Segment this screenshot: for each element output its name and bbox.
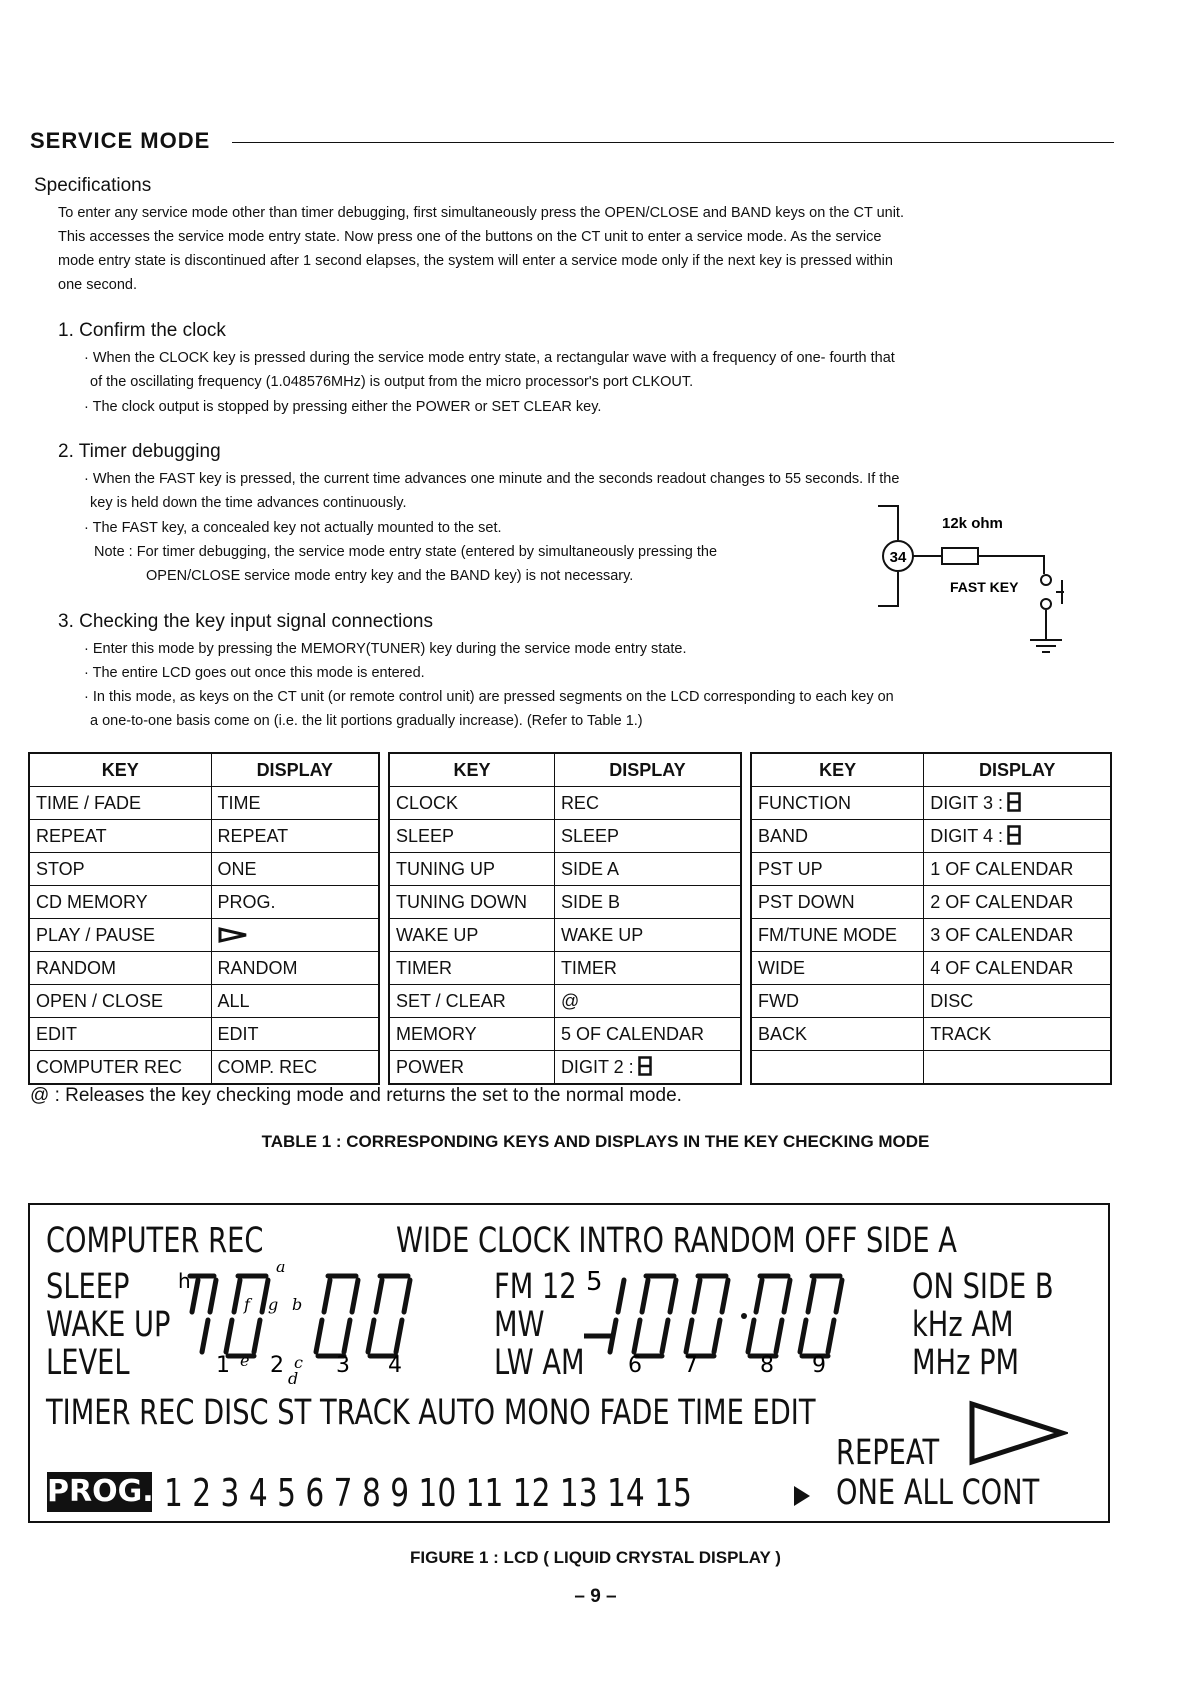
display-cell: SLEEP	[554, 820, 741, 853]
display-header: DISPLAY	[554, 753, 741, 787]
specifications-paragraph	[58, 201, 1090, 297]
table-row	[751, 1051, 1111, 1085]
calendar-label: 9	[812, 1353, 826, 1378]
lcd-mw: MW	[494, 1305, 545, 1345]
display-cell: RANDOM	[211, 952, 379, 985]
section-1-bullet-1	[84, 346, 1094, 394]
display-cell: REC	[554, 787, 741, 820]
bullet-line: key is held down the time advances continuously.	[90, 495, 407, 511]
key-cell: REPEAT	[29, 820, 211, 853]
key-cell	[751, 1051, 924, 1085]
table-row	[751, 952, 1111, 985]
key-cell: FUNCTION	[751, 787, 924, 820]
bullet-line: · When the CLOCK key is pressed during the service mode entry state, a rectangular wave with a frequency of one- fourth that	[84, 350, 895, 366]
calendar-label: 4	[388, 1353, 402, 1378]
lcd-digit-5: 5	[586, 1267, 603, 1297]
digit-label: DIGIT 4 :	[930, 826, 1003, 846]
segment-letter: a	[276, 1264, 286, 1276]
table-row	[29, 886, 379, 919]
paragraph-line: To enter any service mode other than timer debugging, first simultaneously press the OPEN/CLOSE and BAND keys on the CT unit.	[58, 205, 904, 221]
display-cell: 4 OF CALENDAR	[924, 952, 1111, 985]
calendar-label: 2	[270, 1353, 284, 1378]
table-row	[751, 1018, 1111, 1051]
key-cell: WAKE UP	[389, 919, 554, 952]
display-cell	[924, 787, 1111, 820]
table-row	[389, 985, 741, 1018]
key-cell: WIDE	[751, 952, 924, 985]
resistor-symbol	[942, 548, 978, 564]
section-3-title: 3. Checking the key input signal connections	[58, 611, 433, 632]
play-arrow-icon	[218, 927, 248, 943]
table-row	[751, 886, 1111, 919]
specifications-heading: Specifications	[34, 175, 152, 196]
table-row	[389, 952, 741, 985]
lcd-small-arrow-icon	[792, 1484, 812, 1508]
calendar-label: 8	[760, 1353, 774, 1378]
display-cell	[924, 820, 1111, 853]
table-row	[29, 1018, 379, 1051]
lcd-wake-up: WAKE UP	[46, 1305, 171, 1345]
key-cell: TIME / FADE	[29, 787, 211, 820]
bullet-line: a one-to-one basis come on (i.e. the lit portions gradually increase). (Refer to Table 1.)	[90, 713, 643, 729]
key-cell: POWER	[389, 1051, 554, 1085]
seven-segment-digit-icon	[1007, 792, 1021, 812]
release-note: @ : Releases the key checking mode and returns the set to the normal mode.	[30, 1085, 682, 1106]
digit-label: DIGIT 3 :	[930, 793, 1003, 813]
table-row	[751, 853, 1111, 886]
key-cell: MEMORY	[389, 1018, 554, 1051]
display-cell: ONE	[211, 853, 379, 886]
pin-number: 34	[889, 549, 907, 566]
section-2-title: 2. Timer debugging	[58, 441, 221, 462]
table-row	[751, 919, 1111, 952]
key-cell: FWD	[751, 985, 924, 1018]
key-cell: STOP	[29, 853, 211, 886]
table-row	[29, 985, 379, 1018]
table-row	[29, 919, 379, 952]
lcd-play-triangle-icon	[968, 1400, 1068, 1466]
table-row	[389, 1051, 741, 1085]
display-cell: TRACK	[924, 1018, 1111, 1051]
display-cell: ALL	[211, 985, 379, 1018]
key-cell: RANDOM	[29, 952, 211, 985]
key-cell: BAND	[751, 820, 924, 853]
paragraph-line: mode entry state is discontinued after 1 second elapses, the system will enter a service mode only if the next key is pressed within	[58, 253, 893, 269]
resistor-label: 12k ohm	[942, 515, 1003, 532]
title-rule	[232, 142, 1114, 143]
table-row	[751, 985, 1111, 1018]
table-row	[389, 853, 741, 886]
table-row	[29, 1051, 379, 1085]
calendar-label: 6	[628, 1353, 642, 1378]
section-1-bullet-2: · The clock output is stopped by pressing either the POWER or SET CLEAR key.	[84, 399, 602, 415]
display-cell: SIDE B	[554, 886, 741, 919]
lcd-lw-am: LW AM	[494, 1343, 585, 1383]
key-header: KEY	[751, 753, 924, 787]
key-cell: BACK	[751, 1018, 924, 1051]
seven-segment-digit-icon	[638, 1056, 652, 1076]
key-cell: COMPUTER REC	[29, 1051, 211, 1085]
table-row	[29, 952, 379, 985]
key-cell: OPEN / CLOSE	[29, 985, 211, 1018]
key-cell: TUNING DOWN	[389, 886, 554, 919]
key-cell: TIMER	[389, 952, 554, 985]
display-cell: 3 OF CALENDAR	[924, 919, 1111, 952]
calendar-label: 1	[216, 1353, 230, 1378]
key-cell: CD MEMORY	[29, 886, 211, 919]
key-display-table-2	[388, 752, 742, 1085]
lcd-frequency-digits	[584, 1264, 904, 1384]
segment-letter: g	[268, 1295, 279, 1314]
display-cell: COMP. REC	[211, 1051, 379, 1085]
lcd-sleep: SLEEP	[46, 1267, 130, 1307]
note-line: OPEN/CLOSE service mode entry key and the BAND key) is not necessary.	[146, 568, 634, 584]
display-cell	[924, 1051, 1111, 1085]
key-display-table-3	[750, 752, 1112, 1085]
digit-label: DIGIT 2 :	[560, 1057, 634, 1077]
display-cell	[211, 919, 379, 952]
section-title: SERVICE MODE	[30, 128, 211, 153]
lcd-level: LEVEL	[46, 1343, 130, 1383]
table-row	[751, 787, 1111, 820]
display-cell: DISC	[924, 985, 1111, 1018]
section-3-bullet-2: · The entire LCD goes out once this mode is entered.	[84, 665, 425, 681]
lcd-khz-am: kHz AM	[912, 1305, 1014, 1345]
display-cell: WAKE UP	[554, 919, 741, 952]
key-cell: FM/TUNE MODE	[751, 919, 924, 952]
decimal-point	[741, 1313, 747, 1319]
lcd-repeat: REPEAT	[836, 1433, 940, 1473]
segment-letter: b	[292, 1295, 303, 1314]
display-cell: EDIT	[211, 1018, 379, 1051]
table-row	[751, 820, 1111, 853]
paragraph-line: one second.	[58, 277, 138, 293]
lcd-track-numbers: 1 2 3 4 5 6 7 8 9 10 11 12 13 14 15	[164, 1471, 692, 1515]
calendar-label: 3	[336, 1353, 350, 1378]
display-cell	[554, 1051, 741, 1085]
fast-key-label: FAST KEY	[950, 579, 1019, 595]
note-line: Note : For timer debugging, the service mode entry state (entered by simultaneously pressing the	[94, 544, 718, 560]
paragraph-line: This accesses the service mode entry state. Now press one of the buttons on the CT unit to enter a service mode. As the service	[58, 229, 882, 245]
calendar-label: 7	[684, 1353, 698, 1378]
section-2-bullet-2: · The FAST key, a concealed key not actually mounted to the set.	[84, 520, 502, 536]
table-row	[389, 886, 741, 919]
display-cell: 5 OF CALENDAR	[554, 1018, 741, 1051]
segment-letter: h	[178, 1269, 191, 1293]
display-cell: 1 OF CALENDAR	[924, 853, 1111, 886]
key-cell: CLOCK	[389, 787, 554, 820]
display-cell: TIMER	[554, 952, 741, 985]
lcd-row1-right: WIDE CLOCK INTRO RANDOM OFF SIDE A	[396, 1221, 957, 1261]
segment-letter: f	[244, 1295, 250, 1314]
display-cell: 2 OF CALENDAR	[924, 886, 1111, 919]
lcd-row5: TIMER REC DISC ST TRACK AUTO MONO FADE TIME EDIT	[46, 1393, 816, 1433]
table-row	[389, 919, 741, 952]
fast-key-circuit-diagram	[870, 500, 1110, 660]
key-cell: PST DOWN	[751, 886, 924, 919]
lcd-mhz-pm: MHz PM	[912, 1343, 1020, 1383]
bullet-line: · When the FAST key is pressed, the current time advances one minute and the seconds readout changes to 55 seconds. If the	[84, 471, 900, 487]
lcd-on-side-b: ON SIDE B	[912, 1267, 1054, 1307]
figure-caption: FIGURE 1 : LCD ( LIQUID CRYSTAL DISPLAY )	[410, 1548, 781, 1567]
display-header: DISPLAY	[211, 753, 379, 787]
bullet-line: · In this mode, as keys on the CT unit (or remote control unit) are pressed segments on the LCD corresponding to each key on	[84, 689, 894, 705]
key-cell: PST UP	[751, 853, 924, 886]
bullet-line: of the oscillating frequency (1.048576MHz) is output from the micro processor's port CLKOUT.	[90, 374, 694, 390]
key-cell: SLEEP	[389, 820, 554, 853]
seven-segment-digit-icon	[1007, 825, 1021, 845]
segment-letter: c	[294, 1353, 303, 1372]
segment-letter: e	[240, 1351, 250, 1370]
section-3-bullet-3	[84, 685, 1094, 733]
section-2-note	[94, 540, 854, 588]
page-number: – 9 –	[574, 1586, 617, 1607]
key-header: KEY	[29, 753, 211, 787]
table-row	[389, 1018, 741, 1051]
table-caption: TABLE 1 : CORRESPONDING KEYS AND DISPLAYS IN THE KEY CHECKING MODE	[261, 1132, 930, 1151]
lcd-fm12: FM 12	[494, 1267, 577, 1307]
table-row	[29, 853, 379, 886]
key-cell: TUNING UP	[389, 853, 554, 886]
key-cell: SET / CLEAR	[389, 985, 554, 1018]
segment-letter: d	[288, 1369, 299, 1384]
key-header: KEY	[389, 753, 554, 787]
lcd-clock-digits	[176, 1264, 476, 1384]
display-cell: PROG.	[211, 886, 379, 919]
section-3-bullet-1: · Enter this mode by pressing the MEMORY(TUNER) key during the service mode entry state.	[84, 641, 687, 657]
table-row	[389, 787, 741, 820]
display-cell: TIME	[211, 787, 379, 820]
key-display-table-1	[28, 752, 380, 1085]
table-row	[29, 820, 379, 853]
lcd-computer-rec: COMPUTER REC	[46, 1221, 264, 1261]
display-cell: SIDE A	[554, 853, 741, 886]
table-row	[29, 787, 379, 820]
section-1-title: 1. Confirm the clock	[58, 320, 226, 341]
display-cell: REPEAT	[211, 820, 379, 853]
key-cell: PLAY / PAUSE	[29, 919, 211, 952]
lcd-one-all-cont: ONE ALL CONT	[836, 1473, 1040, 1513]
display-header: DISPLAY	[924, 753, 1111, 787]
key-cell: EDIT	[29, 1018, 211, 1051]
lcd-prog-badge: PROG.	[47, 1472, 152, 1512]
display-cell: @	[554, 985, 741, 1018]
table-row	[389, 820, 741, 853]
